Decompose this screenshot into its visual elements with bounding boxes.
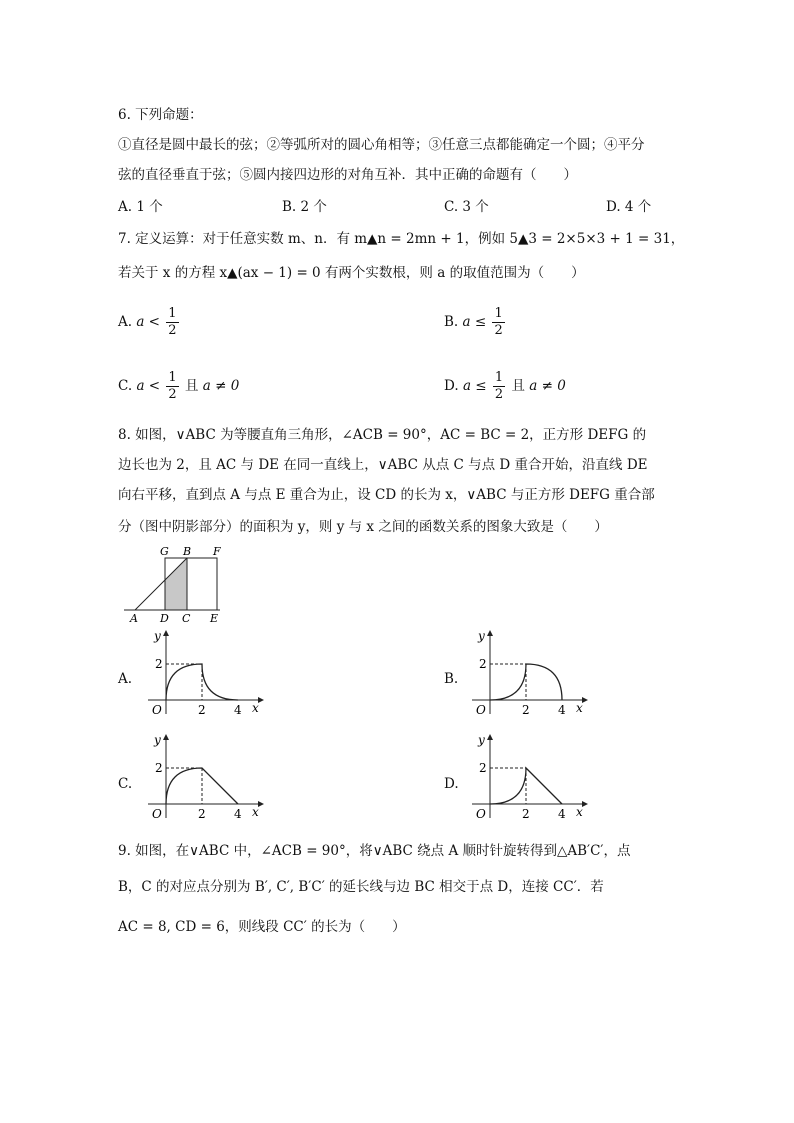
graph-c: [140, 732, 270, 824]
q8-line1: 8. 如图，∨ABC 为等腰直角三角形，∠ACB = 90°，AC = BC = 2，正方形 DEFG 的: [118, 427, 647, 443]
tick-2-y: 2: [479, 761, 487, 775]
q6-stem: 6. 下列命题：: [118, 107, 203, 123]
q7-option-c: [118, 370, 239, 403]
label-b: B: [183, 545, 192, 558]
q7-option-a: [118, 306, 181, 339]
fraction-numerator: 1: [494, 306, 503, 321]
origin-label: O: [152, 703, 162, 717]
q8-line3: 向右平移，直到点 A 与点 E 重合为止，设 CD 的长为 x，∨ABC 与正方形 DEFG 重合部: [118, 487, 655, 503]
tick-2-y: 2: [155, 657, 163, 671]
graph-option-a-label: A.: [118, 671, 133, 687]
tick-2-y: 2: [479, 657, 487, 671]
y-axis-arrow-icon: [487, 734, 493, 740]
q7-option-c-neq: a ≠ 0: [202, 378, 240, 394]
fraction-numerator: 1: [168, 370, 177, 385]
q7-option-c-and: 且: [184, 378, 199, 394]
axis-y-label: y: [478, 629, 485, 643]
q7-option-b-fraction: [492, 306, 504, 339]
axis-x-label: x: [252, 701, 259, 715]
q7-line2: 若关于 x 的方程 x▲(ax − 1) = 0 有两个实数根，则 a 的取值范围为（ ）: [118, 265, 585, 281]
label-g: G: [160, 545, 169, 558]
tick-2-y: 2: [155, 761, 163, 775]
q7-option-c-lt: a <: [136, 378, 161, 394]
origin-label: O: [152, 807, 162, 821]
x-axis-arrow-icon: [258, 801, 264, 807]
graph-option-c-label: C.: [118, 776, 133, 792]
tick-2-x: 2: [522, 807, 530, 821]
q7-option-b-label: B.: [444, 314, 459, 330]
tick-2-x: 2: [522, 703, 530, 717]
q6-line1: ①直径是圆中最长的弦；②等弧所对的圆心角相等；③任意三点都能确定一个圆；④平分: [118, 137, 645, 153]
fraction-denominator: 2: [168, 387, 177, 402]
q7-option-d-fraction: [493, 370, 505, 403]
axis-y-label: y: [154, 733, 161, 747]
graph-option-d-label: D.: [444, 776, 459, 792]
q6-line2: 弦的直径垂直于弦；⑤圆内接四边形的对角互补．其中正确的命题有（ ）: [118, 167, 577, 183]
q7-option-b: [444, 306, 507, 339]
tick-2-x: 2: [198, 703, 206, 717]
axis-x-label: x: [576, 805, 583, 819]
fraction-numerator: 1: [494, 370, 504, 385]
q7-option-c-fraction: [166, 370, 178, 403]
q8-line4: 分（图中阴影部分）的面积为 y，则 y 与 x 之间的函数关系的图象大致是（ ）: [118, 519, 608, 535]
axis-y-label: y: [154, 629, 161, 643]
y-axis-arrow-icon: [163, 630, 169, 636]
tick-2-x: 2: [198, 807, 206, 821]
q7-option-a-label: A.: [118, 314, 133, 330]
x-axis-arrow-icon: [582, 801, 588, 807]
q7-option-d-neq: a ≠ 0: [529, 378, 566, 394]
y-axis-arrow-icon: [487, 630, 493, 636]
x-axis-arrow-icon: [258, 697, 264, 703]
origin-label: O: [476, 807, 486, 821]
graph-d: [464, 732, 594, 824]
q6-option-d: D. 4 个: [606, 199, 652, 215]
tick-4-x: 4: [234, 703, 242, 717]
axis-x-label: x: [252, 805, 259, 819]
q7-option-b-le: a ≤: [462, 314, 487, 330]
fraction-denominator: 2: [168, 323, 177, 338]
label-f: F: [213, 545, 221, 558]
x-axis-arrow-icon: [582, 697, 588, 703]
q7-option-d-label: D.: [444, 378, 459, 394]
label-a: A: [130, 612, 138, 625]
fraction-denominator: 2: [494, 387, 504, 402]
q9-line1: 9. 如图，在∨ABC 中，∠ACB = 90°，将∨ABC 绕点 A 顺时针旋转得到△AB′C′，点: [118, 843, 631, 859]
graph-a: [140, 628, 270, 720]
q9-line3: AC = 8, CD = 6，则线段 CC′ 的长为（ ）: [118, 919, 406, 935]
q7-line1: 7. 定义运算：对于任意实数 m、n．有 m▲n = 2mn + 1，例如 5▲3 = 2×5×3 + 1 = 31，: [118, 231, 685, 247]
q8-figure: [120, 542, 230, 627]
q7-option-a-fraction: [166, 306, 178, 339]
q6-option-b: B. 2 个: [282, 199, 327, 215]
origin-label: O: [476, 703, 486, 717]
label-e: E: [210, 612, 219, 625]
q9-line2: B，C 的对应点分别为 B′, C′, B′C′ 的延长线与边 BC 相交于点 D，连接 CC′．若: [118, 879, 604, 895]
graph-option-b-label: B.: [444, 671, 459, 687]
label-d: D: [160, 612, 169, 625]
axis-y-label: y: [478, 733, 485, 747]
fraction-numerator: 1: [168, 306, 177, 321]
q7-option-d: [444, 370, 566, 403]
q6-option-c: C. 3 个: [444, 199, 489, 215]
q8-line2: 边长也为 2，且 AC 与 DE 在同一直线上，∨ABC 从点 C 与点 D 重合开始，沿直线 DE: [118, 457, 648, 473]
fraction-denominator: 2: [494, 323, 503, 338]
q7-option-a-lt: a <: [136, 314, 160, 330]
shaded-overlap-region: [165, 558, 187, 610]
tick-4-x: 4: [234, 807, 242, 821]
graph-b: [464, 628, 594, 720]
q7-option-c-label: C.: [118, 378, 133, 394]
y-axis-arrow-icon: [163, 734, 169, 740]
axis-x-label: x: [576, 701, 583, 715]
label-c: C: [182, 612, 191, 625]
q7-option-d-and: 且: [511, 378, 525, 394]
q6-option-a: A. 1 个: [118, 199, 163, 215]
tick-4-x: 4: [558, 807, 566, 821]
tick-4-x: 4: [558, 703, 566, 717]
q7-option-d-le: a ≤: [462, 378, 487, 394]
